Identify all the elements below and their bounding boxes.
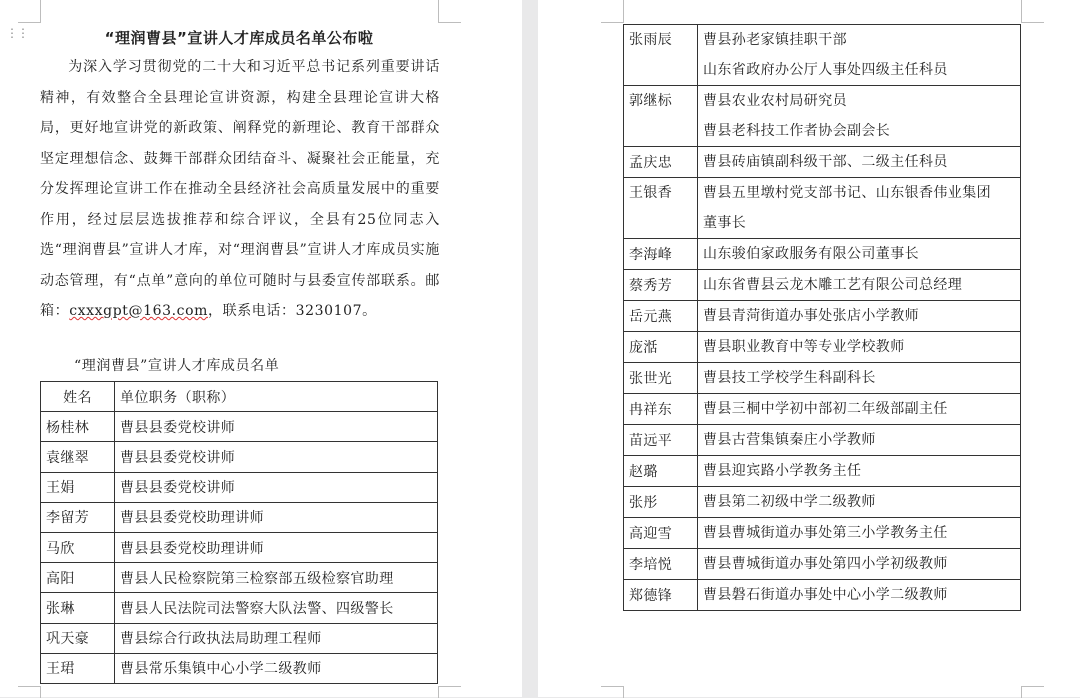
member-position: 曹县综合行政执法局助理工程师 bbox=[115, 623, 438, 653]
member-name: 巩天豪 bbox=[41, 623, 115, 653]
position-line: 曹县磐石街道办事处中心小学二级教师 bbox=[703, 587, 948, 603]
table-row bbox=[41, 653, 438, 683]
member-name: 孟庆忠 bbox=[624, 147, 698, 178]
position-line: 曹县第二初级中学二级教师 bbox=[703, 494, 876, 510]
member-position bbox=[698, 487, 1021, 518]
member-position bbox=[698, 25, 1021, 86]
page-margin-marker bbox=[438, 0, 461, 23]
table-row bbox=[41, 412, 438, 442]
member-name: 张世光 bbox=[624, 363, 698, 394]
document-title: “理润曹县”宣讲人才库成员名单公布啦 bbox=[104, 29, 374, 47]
member-name: 张雨辰 bbox=[624, 25, 698, 86]
member-position: 曹县人民检察院第三检察部五级检察官助理 bbox=[115, 563, 438, 593]
member-position bbox=[698, 332, 1021, 363]
member-name: 郭继标 bbox=[624, 86, 698, 147]
position-line: 曹县五里墩村党支部书记、山东银香伟业集团 bbox=[703, 185, 991, 201]
member-name: 王珺 bbox=[41, 653, 115, 683]
position-line: 曹县农业农村局研究员 bbox=[703, 93, 847, 109]
member-position bbox=[698, 580, 1021, 611]
member-position: 曹县县委党校助理讲师 bbox=[115, 502, 438, 532]
position-line: 曹县技工学校学生科副科长 bbox=[703, 370, 876, 386]
position-line: 曹县砖庙镇副科级干部、二级主任科员 bbox=[703, 154, 948, 170]
member-position bbox=[698, 301, 1021, 332]
roster-table-right bbox=[623, 24, 1021, 611]
member-position bbox=[698, 394, 1021, 425]
page-margin-marker bbox=[1021, 0, 1044, 23]
table-row bbox=[624, 518, 1021, 549]
member-name: 李留芳 bbox=[41, 502, 115, 532]
drag-handle-icon[interactable]: ⋮⋮ bbox=[6, 26, 28, 40]
member-name: 马欣 bbox=[41, 532, 115, 562]
position-line: 曹县迎宾路小学教务主任 bbox=[703, 463, 862, 479]
member-name: 张彤 bbox=[624, 487, 698, 518]
table-row bbox=[624, 363, 1021, 394]
position-line: 董事长 bbox=[703, 215, 747, 231]
member-position bbox=[698, 178, 1021, 239]
member-position bbox=[698, 147, 1021, 178]
member-position: 曹县县委党校讲师 bbox=[115, 442, 438, 472]
member-name: 王娟 bbox=[41, 472, 115, 502]
member-name: 蔡秀芳 bbox=[624, 270, 698, 301]
table-row bbox=[41, 442, 438, 472]
table-row bbox=[624, 549, 1021, 580]
table-row bbox=[624, 487, 1021, 518]
roster-table-left bbox=[40, 381, 438, 684]
position-line: 曹县职业教育中等专业学校教师 bbox=[703, 339, 905, 355]
header-position: 单位职务（职称） bbox=[115, 382, 438, 412]
position-line: 曹县孙老家镇挂职干部 bbox=[703, 32, 847, 48]
member-position: 曹县常乐集镇中心小学二级教师 bbox=[115, 653, 438, 683]
table-row bbox=[624, 239, 1021, 270]
position-line: 曹县老科技工作者协会副会长 bbox=[703, 123, 891, 139]
member-position bbox=[698, 239, 1021, 270]
member-name: 冉祥东 bbox=[624, 394, 698, 425]
member-name: 岳元燕 bbox=[624, 301, 698, 332]
intro-paragraph bbox=[40, 52, 440, 327]
member-position bbox=[698, 456, 1021, 487]
member-position bbox=[698, 425, 1021, 456]
table-header-row bbox=[41, 382, 438, 412]
member-name: 高迎雪 bbox=[624, 518, 698, 549]
member-name: 杨桂林 bbox=[41, 412, 115, 442]
member-position bbox=[698, 86, 1021, 147]
table-row bbox=[624, 456, 1021, 487]
page-margin-marker bbox=[601, 686, 624, 698]
table-row bbox=[41, 593, 438, 623]
table-row bbox=[624, 25, 1021, 86]
position-line: 曹县古营集镇秦庄小学教师 bbox=[703, 432, 876, 448]
table-row bbox=[624, 301, 1021, 332]
member-position bbox=[698, 270, 1021, 301]
member-name: 李海峰 bbox=[624, 239, 698, 270]
member-position bbox=[698, 518, 1021, 549]
table-row bbox=[624, 332, 1021, 363]
position-line: 山东省政府办公厅人事处四级主任科员 bbox=[703, 62, 948, 78]
member-position bbox=[698, 549, 1021, 580]
member-position: 曹县县委党校助理讲师 bbox=[115, 532, 438, 562]
document-page-left bbox=[0, 0, 522, 697]
member-name: 袁继翠 bbox=[41, 442, 115, 472]
page-margin-marker bbox=[1021, 686, 1044, 698]
member-position: 曹县人民法院司法警察大队法警、四级警长 bbox=[115, 593, 438, 623]
table-row bbox=[41, 532, 438, 562]
table-row bbox=[41, 502, 438, 532]
table-row bbox=[624, 147, 1021, 178]
table-row bbox=[41, 623, 438, 653]
position-line: 山东省曹县云龙木雕工艺有限公司总经理 bbox=[703, 277, 963, 293]
page-margin-marker bbox=[601, 0, 624, 23]
table-row bbox=[624, 394, 1021, 425]
member-position: 曹县县委党校讲师 bbox=[115, 412, 438, 442]
member-name: 庞湉 bbox=[624, 332, 698, 363]
member-name: 王银香 bbox=[624, 178, 698, 239]
page-margin-marker bbox=[18, 686, 41, 698]
position-line: 曹县曹城街道办事处第三小学教务主任 bbox=[703, 525, 948, 541]
table-row bbox=[41, 563, 438, 593]
position-line: 曹县青菏街道办事处张店小学教师 bbox=[703, 308, 919, 324]
member-name: 张琳 bbox=[41, 593, 115, 623]
member-name: 高阳 bbox=[41, 563, 115, 593]
table-row bbox=[624, 580, 1021, 611]
email-address: cxxxgpt@163.com bbox=[69, 303, 208, 319]
member-name: 郑德锋 bbox=[624, 580, 698, 611]
table-row bbox=[41, 472, 438, 502]
position-line: 曹县曹城街道办事处第四小学初级教师 bbox=[703, 556, 948, 572]
header-name: 姓名 bbox=[41, 382, 115, 412]
table-row bbox=[624, 270, 1021, 301]
member-name: 李培悦 bbox=[624, 549, 698, 580]
position-line: 山东骏伯家政服务有限公司董事长 bbox=[703, 246, 919, 262]
page-margin-marker bbox=[438, 686, 461, 698]
table-row bbox=[624, 425, 1021, 456]
intro-text: 为深入学习贯彻党的二十大和习近平总书记系列重要讲话精神，有效整合全县理论宣讲资源，构建全县理论宣讲大格局，更好地宣讲党的新政策、阐释党的新理论、教育干部群众坚定理想信念、鼓舞干部群众团结奋斗、凝聚社会正能量，充分发挥理论宣讲工作在推动全县经济社会高质量发展中的重要作用，经过层层选拔推荐和综合评议，全县有25位同志入选“理润曹县”宣讲人才库，对“理润曹县”宣讲人才库成员实施动态管理，有“点单”意向的单位可随时与县委宣传部联系。邮箱： bbox=[40, 59, 440, 319]
list-caption: “理润曹县”宣讲人才库成员名单 bbox=[74, 358, 280, 374]
table-row bbox=[624, 86, 1021, 147]
member-position bbox=[698, 363, 1021, 394]
page-margin-marker bbox=[18, 0, 41, 23]
member-position: 曹县县委党校讲师 bbox=[115, 472, 438, 502]
intro-tail: ，联系电话：3230107。 bbox=[208, 303, 377, 319]
table-row bbox=[624, 178, 1021, 239]
document-page-right bbox=[538, 0, 1080, 697]
position-line: 曹县三桐中学初中部初二年级部副主任 bbox=[703, 401, 948, 417]
member-name: 苗远平 bbox=[624, 425, 698, 456]
member-name: 赵璐 bbox=[624, 456, 698, 487]
